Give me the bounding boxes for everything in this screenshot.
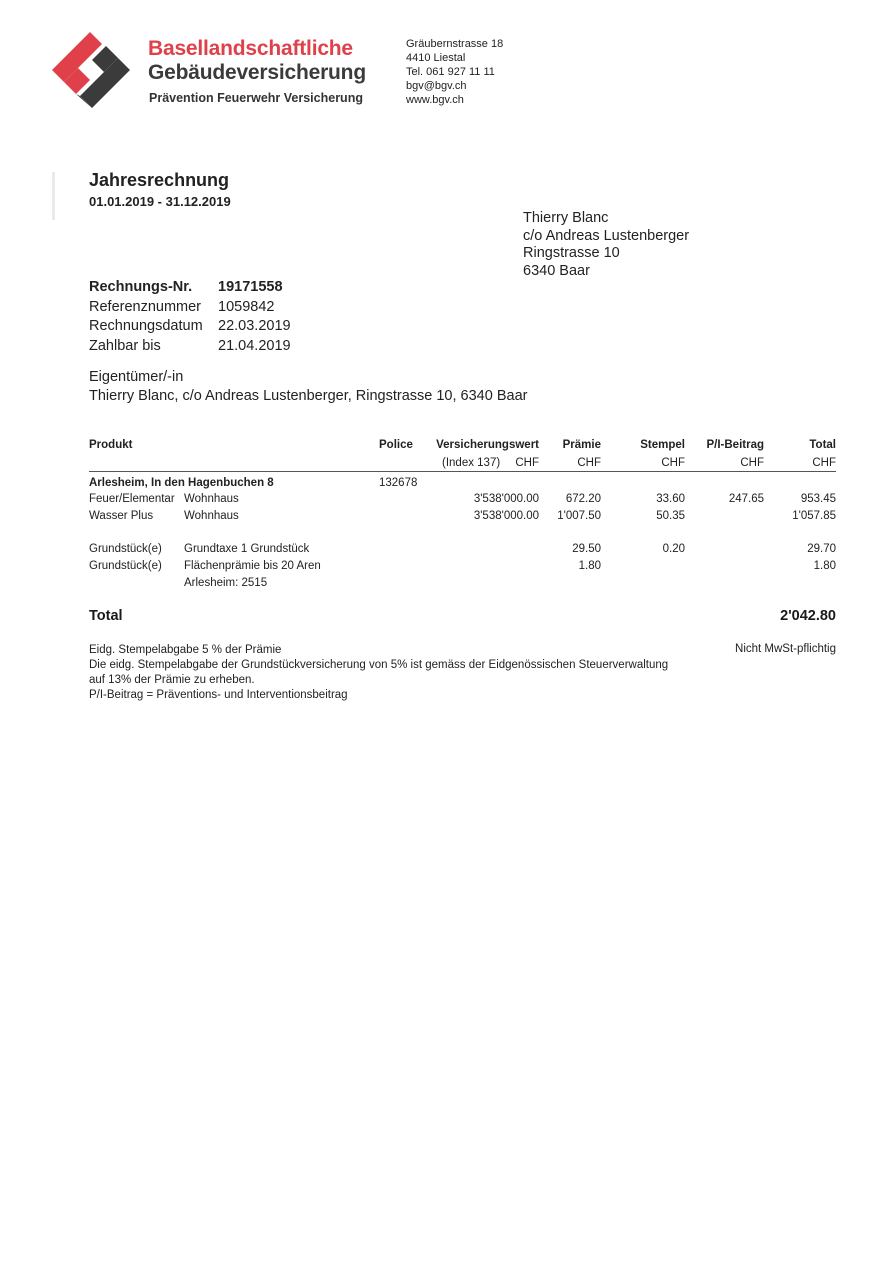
property-name: Arlesheim, In den Hagenbuchen 8 xyxy=(89,477,274,489)
header-currency: CHF xyxy=(577,457,601,469)
footnotes xyxy=(89,643,668,703)
row-produkt: Grundstück(e) xyxy=(89,560,162,572)
recipient-line: c/o Andreas Lustenberger xyxy=(523,227,690,244)
property-police: 132678 xyxy=(379,477,418,489)
recipient-address xyxy=(523,210,689,280)
header-stempel: Stempel xyxy=(640,439,685,451)
row-total: 29.70 xyxy=(807,543,836,555)
row-produkt: Wasser Plus xyxy=(89,510,154,522)
meta-label: Zahlbar bis xyxy=(89,337,161,354)
row-praemie: 672.20 xyxy=(565,493,601,505)
table-divider xyxy=(89,471,836,472)
total-label: Total xyxy=(89,608,123,624)
recipient-line: Thierry Blanc xyxy=(523,210,609,226)
invoice-date-row xyxy=(89,317,291,337)
vat-note: Nicht MwSt-pflichtig xyxy=(735,643,836,655)
header-index: (Index 137) xyxy=(442,457,501,469)
footnote-line: Eidg. Stempelabgabe 5 % der Prämie xyxy=(89,644,282,656)
row-praemie: 29.50 xyxy=(572,543,601,555)
owner-value: Thierry Blanc, c/o Andreas Lustenberger, Ringstrasse 10, 6340 Baar xyxy=(89,388,528,404)
row-total: 1.80 xyxy=(813,560,836,572)
sender-address xyxy=(406,37,503,107)
header-currency: CHF xyxy=(812,457,836,469)
row-total: 953.45 xyxy=(800,493,836,505)
row-produkt: Feuer/Elementar xyxy=(89,493,175,505)
sender-website: www.bgv.ch xyxy=(406,94,464,106)
due-date-row xyxy=(89,337,291,357)
row-stempel: 50.35 xyxy=(656,510,685,522)
row-stempel: 0.20 xyxy=(662,543,685,555)
row-wert: 3'538'000.00 xyxy=(473,510,539,522)
scan-mark-icon xyxy=(50,172,58,220)
document-period: 01.01.2019 - 31.12.2019 xyxy=(89,194,231,209)
invoice-meta xyxy=(89,278,291,356)
recipient-line: Ringstrasse 10 xyxy=(523,245,620,261)
header-versicherungswert: Versicherungswert xyxy=(436,439,539,451)
header-praemie: Prämie xyxy=(562,439,601,451)
company-name-line1: Basellandschaftliche xyxy=(148,37,353,60)
owner-label: Eigentümer/-in xyxy=(89,369,184,385)
company-name-line2: Gebäudeversicherung xyxy=(148,61,366,84)
row-objekt: Grundtaxe 1 Grundstück xyxy=(184,543,310,555)
footnote-line: P/I-Beitrag = Präventions- und Interventionsbeitrag xyxy=(89,689,348,701)
meta-label: Referenznummer xyxy=(89,298,202,315)
footnote-line: auf 13% der Prämie zu erheben. xyxy=(89,674,255,686)
header-currency: CHF xyxy=(515,457,539,469)
meta-value: 1059842 xyxy=(218,298,275,315)
company-tagline: Prävention Feuerwehr Versicherung xyxy=(149,91,363,105)
row-produkt: Grundstück(e) xyxy=(89,543,162,555)
recipient-line: 6340 Baar xyxy=(523,262,590,279)
row-total: 1'057.85 xyxy=(792,510,836,522)
footnote-line: Die eidg. Stempelabgabe der Grundstückversicherung von 5% ist gemäss der Eidgenössischen Steuerverwaltung xyxy=(89,659,669,671)
meta-label: Rechnungsdatum xyxy=(89,318,203,334)
header-total: Total xyxy=(809,439,836,451)
row-stempel: 33.60 xyxy=(656,493,685,505)
row-objekt: Wohnhaus xyxy=(184,510,239,522)
row-praemie: 1'007.50 xyxy=(557,510,601,522)
sender-phone: Tel. 061 927 11 11 xyxy=(406,66,495,78)
row-praemie: 1.80 xyxy=(578,560,601,572)
sender-email: bgv@bgv.ch xyxy=(406,80,467,92)
meta-label: Rechnungs-Nr. xyxy=(89,279,193,295)
row-objekt: Flächenprämie bis 20 Aren xyxy=(184,560,321,572)
document-title: Jahresrechnung xyxy=(89,170,230,190)
row-objekt: Wohnhaus xyxy=(184,493,239,505)
sender-city: 4410 Liestal xyxy=(406,52,466,64)
sender-street: Gräubernstrasse 18 xyxy=(406,38,504,50)
header-currency: CHF xyxy=(661,457,685,469)
invoice-number-row xyxy=(89,278,291,298)
header-produkt: Produkt xyxy=(89,439,133,451)
row-pi: 247.65 xyxy=(728,493,764,505)
reference-number-row xyxy=(89,298,291,318)
row-wert: 3'538'000.00 xyxy=(473,493,539,505)
meta-value: 22.03.2019 xyxy=(218,318,291,334)
header-police: Police xyxy=(379,439,413,451)
total-value: 2'042.80 xyxy=(780,608,836,624)
row-objekt-detail: Arlesheim: 2515 xyxy=(184,577,268,589)
company-logo-icon xyxy=(52,32,130,108)
meta-value: 21.04.2019 xyxy=(218,337,291,354)
header-currency: CHF xyxy=(740,457,764,469)
meta-value: 19171558 xyxy=(218,279,283,295)
header-pi-beitrag: P/I-Beitrag xyxy=(706,439,764,451)
